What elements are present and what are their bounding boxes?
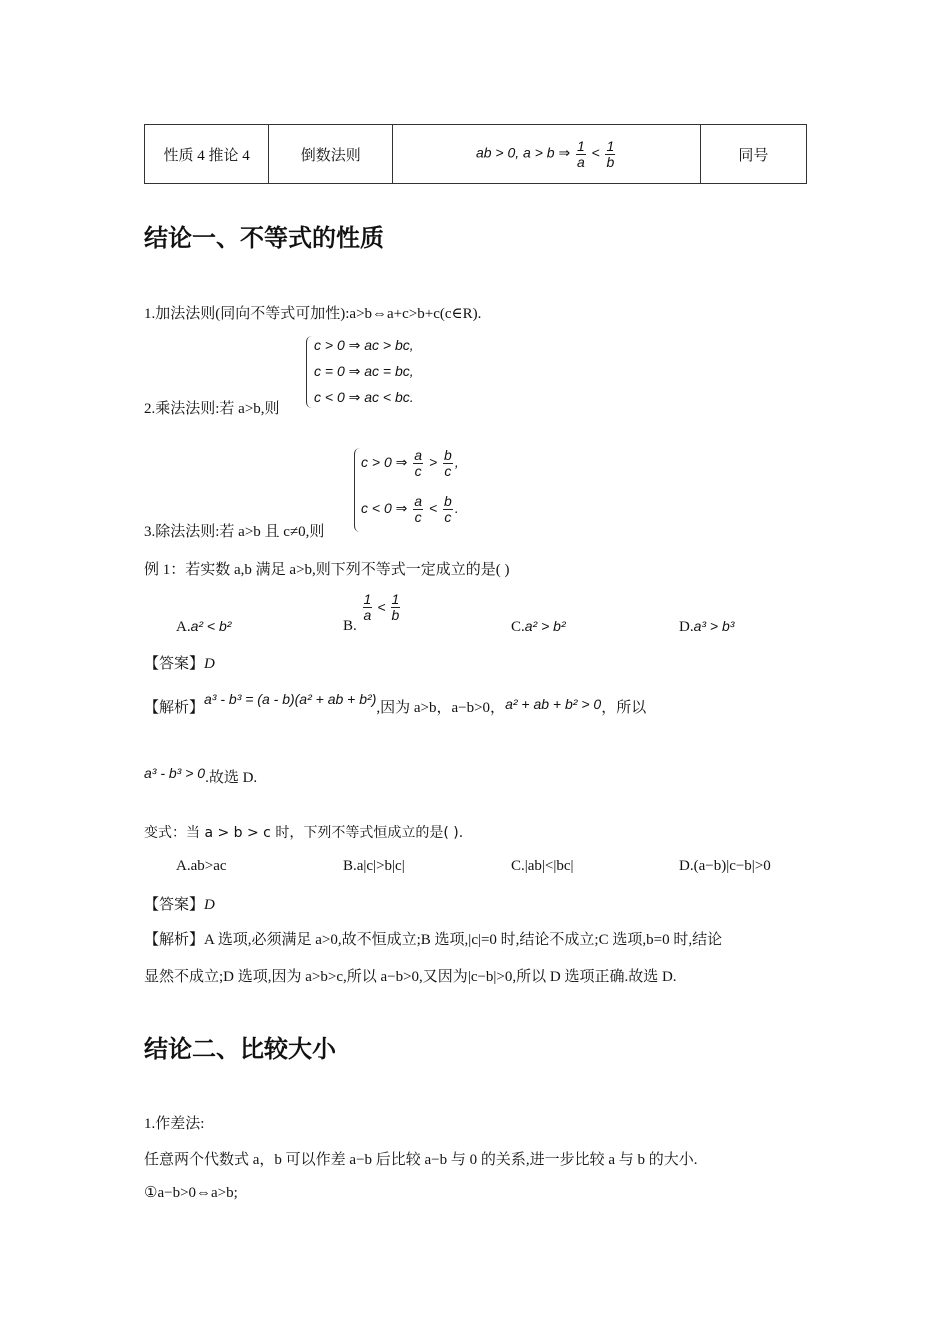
analysis-label: 【解析】 (144, 700, 205, 716)
option-label: C. (511, 619, 525, 635)
fraction-a-over-c (413, 448, 423, 478)
method-difference-description: 任意两个代数式 a，b 可以作差 a−b 后比较 a−b 与 0 的关系,进一步比较 a 与 b 的大小. (144, 1152, 698, 1168)
denominator: a (363, 606, 372, 623)
example-1-analysis-cont (144, 766, 257, 787)
analysis-formula: a³ - b³ = (a - b)(a² + ab + b²) (204, 691, 377, 707)
option-formula (361, 592, 403, 622)
analysis-formula: a³ - b³ > 0 (144, 765, 206, 781)
table-cell-formula (393, 125, 700, 184)
numerator: b (444, 493, 452, 509)
condition: c > 0 ⇒ (361, 453, 408, 470)
operator: > (428, 453, 438, 470)
example-1-option-a (176, 618, 231, 636)
fraction-1-over-b (605, 139, 615, 169)
answer-label: 【答案】 (144, 656, 205, 672)
denominator: c (414, 508, 422, 525)
section-title-1: 结论一、不等式的性质 (144, 224, 384, 252)
variant-option-a: A.ab>ac (176, 858, 227, 874)
punctuation: , (454, 453, 459, 470)
div-case-positive (361, 448, 459, 478)
variant-option-d: D.(a−b)|c−b|>0 (679, 858, 771, 874)
example-1-analysis (144, 691, 647, 717)
analysis-label: 【解析】 (144, 932, 205, 948)
numerator: 1 (606, 137, 615, 154)
mult-case-negative: c < 0 ⇒ ac < bc. (314, 389, 414, 405)
div-case-negative (361, 494, 459, 524)
numerator: b (444, 447, 452, 463)
rule-division-label: 3.除法法则:若 a>b 且 c≠0,则 (144, 524, 325, 540)
table-cell-property: 性质 4 推论 4 (145, 125, 269, 184)
variant-analysis-cont: 显然不成立;D 选项,因为 a>b>c,所以 a−b>0,又因为|c−b|>0,所以 D 选项正确.故选 D. (144, 969, 677, 985)
option-label: D. (679, 619, 694, 635)
numerator: 1 (363, 591, 372, 607)
left-brace (306, 336, 313, 408)
analysis-text: ,因为 a>b，a−b>0， (376, 700, 506, 716)
fraction-1-over-a (363, 592, 373, 622)
table-row (145, 125, 807, 184)
less-than-sign: < (591, 144, 600, 161)
answer-label: 【答案】 (144, 897, 205, 913)
section-title-2: 结论二、比较大小 (144, 1035, 336, 1063)
condition: c < 0 ⇒ (361, 499, 408, 516)
option-label: A. (176, 619, 191, 635)
method-difference-case-1: ①a−b>0⇔a>b; (144, 1185, 238, 1201)
denominator: c (444, 462, 452, 479)
method-difference-title: 1.作差法: (144, 1116, 205, 1132)
variant-question: 变式：当 a > b > c 时，下列不等式恒成立的是( ). (144, 825, 464, 841)
table-cell-note: 同号 (700, 125, 806, 184)
mult-case-zero: c = 0 ⇒ ac = bc, (314, 363, 414, 379)
denominator: c (444, 508, 452, 525)
example-1-question: 例 1：若实数 a,b 满足 a>b,则下列不等式一定成立的是( ) (144, 562, 510, 578)
answer-value: D (204, 656, 215, 672)
analysis-text: ，所以 (601, 700, 647, 716)
option-formula: a² > b² (524, 618, 566, 634)
denominator: b (606, 153, 615, 170)
rule-addition: 1.加法法则(同向不等式可加性):a>b⇔a+c>b+c(c∈R). (144, 306, 482, 322)
left-brace (354, 448, 361, 532)
denominator: a (576, 153, 585, 170)
numerator: 1 (391, 591, 400, 607)
fraction-a-over-c (413, 494, 423, 524)
property-table (144, 124, 807, 184)
variant-answer (144, 893, 215, 914)
fraction-1-over-b (391, 592, 401, 622)
option-formula: a³ > b³ (693, 618, 735, 634)
variant-analysis (144, 928, 722, 949)
variant-option-c: C.|ab|<|bc| (511, 858, 574, 874)
denominator: c (414, 462, 422, 479)
analysis-text: .故选 D. (205, 770, 258, 786)
rule-multiplication-label: 2.乘法法则:若 a>b,则 (144, 401, 280, 417)
example-1-option-b (343, 591, 402, 634)
denominator: b (391, 606, 400, 623)
analysis-text: A 选项,必须满足 a>0,故不恒成立;B 选项,|c|=0 时,结论不成立;C 选项,b=0 时,结论 (204, 932, 723, 948)
variant-option-b: B.a|c|>b|c| (343, 858, 405, 874)
operator: < (428, 499, 438, 516)
mult-case-positive: c > 0 ⇒ ac > bc, (314, 337, 414, 353)
formula-left: ab > 0, a > b ⇒ (475, 144, 571, 161)
less-than-sign: < (377, 599, 386, 616)
example-1-answer (144, 652, 215, 673)
fraction-1-over-a (576, 139, 586, 169)
punctuation: . (454, 499, 459, 516)
fraction-b-over-c (443, 448, 453, 478)
option-formula: a² < b² (190, 618, 232, 634)
example-1-option-d (679, 618, 734, 636)
option-label: B. (343, 618, 357, 634)
table-cell-rule: 倒数法则 (269, 125, 393, 184)
fraction-b-over-c (443, 494, 453, 524)
answer-value: D (204, 897, 215, 913)
numerator: 1 (576, 137, 585, 154)
example-1-option-c (511, 618, 566, 636)
numerator: a (414, 447, 423, 463)
analysis-formula: a² + ab + b² > 0 (505, 696, 602, 712)
numerator: a (414, 493, 423, 509)
